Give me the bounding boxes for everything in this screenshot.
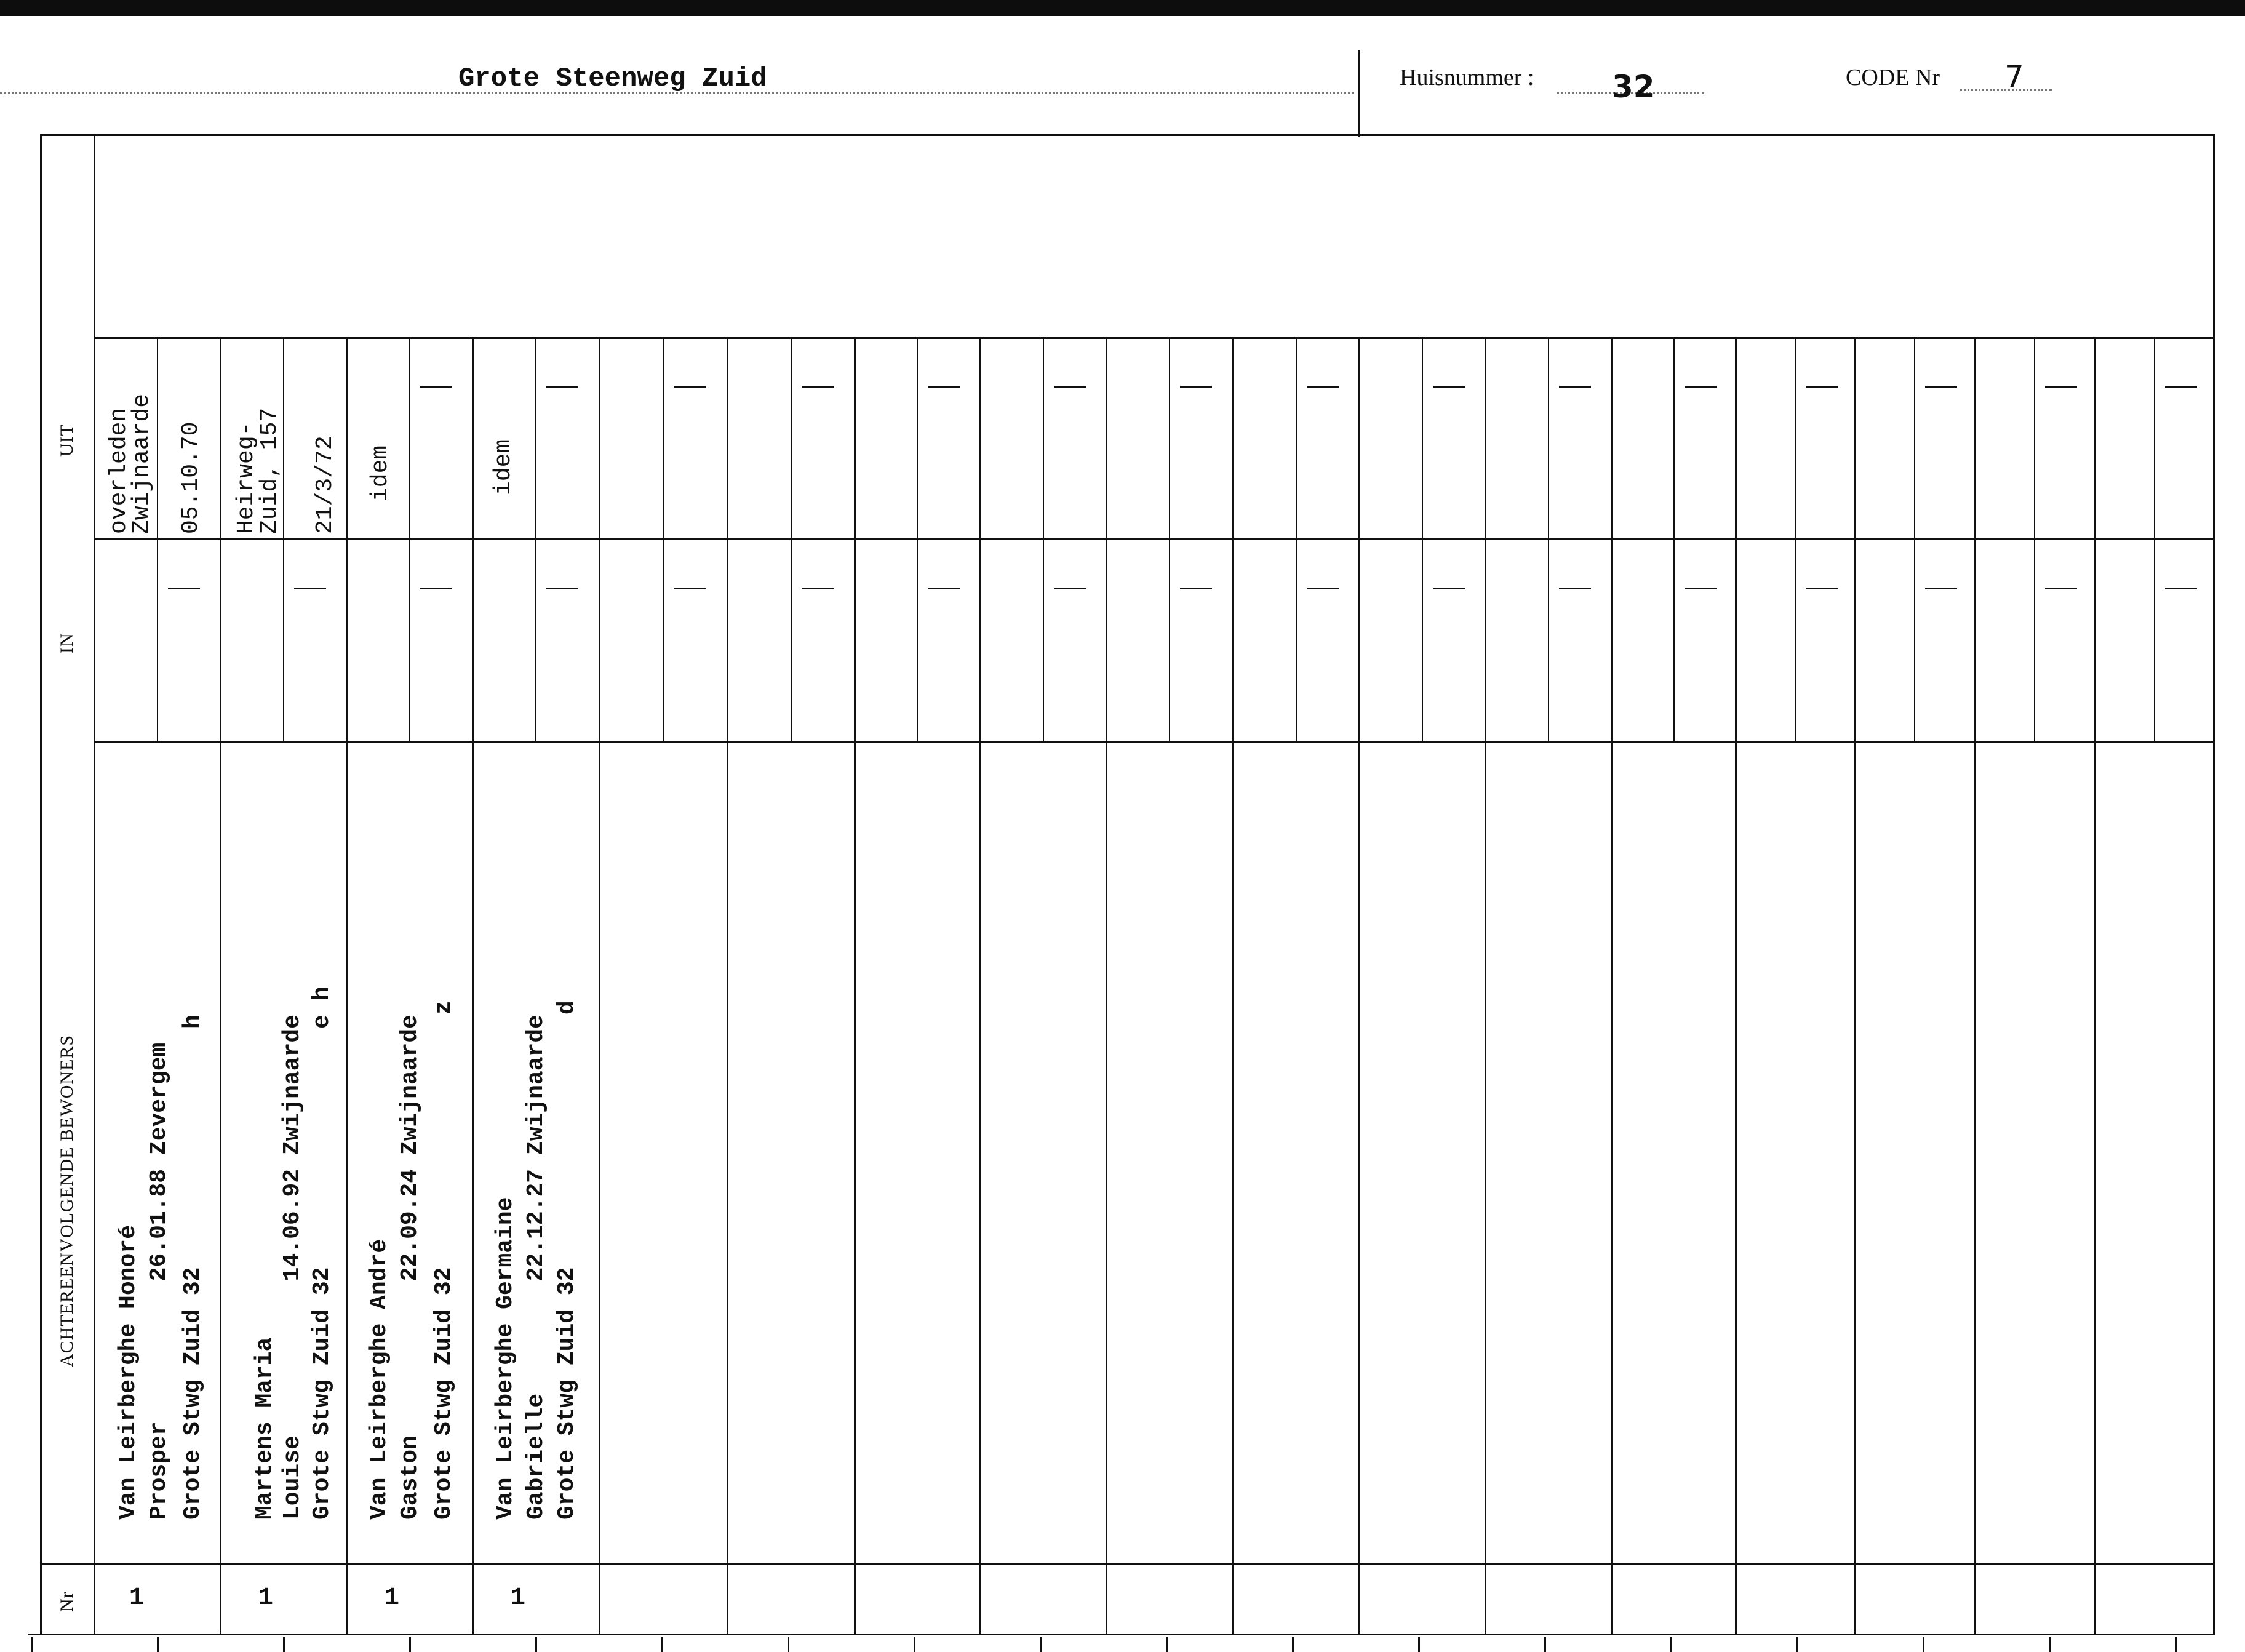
bottom-tick [409,1637,411,1652]
in-empty-dash [802,588,834,589]
subcolumn-divider [917,337,918,741]
resident-1-uit-date: 05.10.70 [178,421,204,534]
subcolumn-divider [791,337,792,741]
resident-3-name-line-2: Gaston 22.09.24 Zwijnaarde [397,1015,423,1520]
bottom-tick [283,1637,285,1652]
in-empty-dash [168,588,200,589]
subcolumn-divider [409,337,410,741]
in-empty-dash [1180,588,1212,589]
bewoners-top-line [94,741,2213,743]
code-label: CODE Nr [1846,65,1940,90]
table-left-border [40,134,42,1635]
subcolumn-divider [1422,337,1423,741]
resident-4-name-line-2: Gabrielle 22.12.27 Zwijnaarde [523,1015,549,1520]
huisnummer-value: 32 [1612,69,1655,105]
column-divider [1735,337,1737,1635]
column-divider [1106,337,1107,1635]
resident-4-name-line-1: Van Leirberghe Germaine [492,1197,519,1520]
column-divider [1358,337,1360,1635]
bottom-tick [1544,1637,1546,1652]
section-label-uit: UIT [57,424,77,457]
resident-2-nr: 1 [258,1584,274,1612]
bottom-tick [661,1637,663,1652]
subcolumn-divider [2154,337,2155,741]
subcolumn-divider [283,337,284,741]
resident-3-uit-place-1: idem [367,445,394,501]
column-divider [1974,337,1976,1635]
resident-1-uit-place-1: overleden [106,407,132,534]
in-empty-dash [294,588,326,589]
subcolumn-divider [157,337,158,741]
uit-empty-dash [674,386,706,388]
in-empty-dash [674,588,706,589]
uit-top-line [94,337,2213,339]
code-value: 7 [2004,59,2024,95]
resident-4-nr: 1 [511,1584,526,1612]
section-label-in: IN [57,632,77,653]
subcolumn-divider [1548,337,1549,741]
uit-empty-dash [546,386,578,388]
in-empty-dash [1806,588,1838,589]
resident-4-address: Grote Stwg Zuid 32 d [554,1000,580,1520]
bottom-tick [1040,1637,1042,1652]
bottom-tick [1670,1637,1672,1652]
uit-empty-dash [1180,386,1212,388]
label-column-divider [94,134,95,1635]
in-empty-dash [1559,588,1591,589]
column-divider [472,337,474,1635]
column-divider [1232,337,1234,1635]
subcolumn-divider [663,337,664,741]
subcolumn-divider [1296,337,1297,741]
table-top-border [40,134,2213,136]
column-divider [854,337,856,1635]
subcolumn-divider [1795,337,1796,741]
bottom-tick [1418,1637,1420,1652]
resident-1-name-line-2: Prosper 26.01.88 Zevergem [146,1042,172,1520]
subcolumn-divider [1914,337,1915,741]
resident-2-uit-place-1: Heirweg- [233,421,260,534]
in-empty-dash [2165,588,2197,589]
bottom-tick [31,1637,33,1652]
in-empty-dash [2045,588,2077,589]
column-divider [346,337,348,1635]
uit-empty-dash [1307,386,1339,388]
uit-empty-dash [1806,386,1838,388]
in-empty-dash [420,588,452,589]
street-dotted-line [0,92,1354,94]
resident-2-uit-place-2: Zuid, 157 [257,407,283,534]
bottom-tick [157,1637,159,1652]
subcolumn-divider [2034,337,2035,741]
in-empty-dash [1925,588,1957,589]
in-top-line [94,538,2213,540]
bottom-tick [1923,1637,1924,1652]
section-label-nr: Nr [57,1591,77,1612]
column-divider [979,337,981,1635]
uit-empty-dash [1925,386,1957,388]
bottom-tick [1292,1637,1294,1652]
bottom-tick [914,1637,915,1652]
street-name: Grote Steenweg Zuid [458,63,767,94]
resident-1-address: Grote Stwg Zuid 32 h [180,1015,206,1520]
resident-2-name-line-1: Martens Maria [252,1337,278,1520]
table-bottom-border [28,1634,2213,1635]
column-divider [599,337,600,1635]
uit-empty-dash [928,386,960,388]
resident-1-name-line-1: Van Leirberghe Honoré [115,1225,142,1520]
bottom-tick [788,1637,789,1652]
uit-empty-dash [420,386,452,388]
resident-1-uit-place-2: Zwijnaarde [129,393,155,534]
in-empty-dash [1685,588,1717,589]
resident-3-name-line-1: Van Leirberghe André [366,1239,393,1520]
in-empty-dash [1054,588,1086,589]
nr-top-line [40,1563,2213,1565]
resident-3-nr: 1 [385,1584,400,1612]
bottom-tick [535,1637,537,1652]
header-divider [1358,50,1360,137]
huisnummer-label: Huisnummer : [1400,65,1534,90]
scan-top-edge [0,0,2245,16]
column-divider [1854,337,1856,1635]
in-empty-dash [1433,588,1465,589]
section-label-bewoners: ACHTEREENVOLGENDE BEWONERS [57,1034,77,1367]
column-divider [727,337,728,1635]
column-divider [2094,337,2096,1635]
uit-empty-dash [1433,386,1465,388]
column-divider [220,337,221,1635]
subcolumn-divider [1673,337,1675,741]
uit-empty-dash [2165,386,2197,388]
uit-empty-dash [2045,386,2077,388]
uit-empty-dash [1054,386,1086,388]
table-right-border [2213,134,2215,1635]
resident-2-name-line-2: Louise 14.06.92 Zwijnaarde [279,1015,306,1520]
bottom-tick [1166,1637,1168,1652]
subcolumn-divider [1043,337,1044,741]
resident-2-address: Grote Stwg Zuid 32 e h [309,986,335,1520]
column-divider [1611,337,1613,1635]
bottom-tick [2049,1637,2051,1652]
in-empty-dash [928,588,960,589]
resident-4-uit-place-1: idem [490,439,517,495]
resident-2-uit-date: 21/3/72 [312,436,338,534]
uit-empty-dash [802,386,834,388]
uit-empty-dash [1685,386,1717,388]
in-empty-dash [1307,588,1339,589]
column-divider [1485,337,1486,1635]
in-empty-dash [546,588,578,589]
bottom-tick [2175,1637,2177,1652]
resident-3-address: Grote Stwg Zuid 32 z [431,1000,457,1520]
subcolumn-divider [1169,337,1170,741]
uit-empty-dash [1559,386,1591,388]
bottom-tick [1796,1637,1798,1652]
resident-1-nr: 1 [129,1584,145,1612]
subcolumn-divider [535,337,536,741]
